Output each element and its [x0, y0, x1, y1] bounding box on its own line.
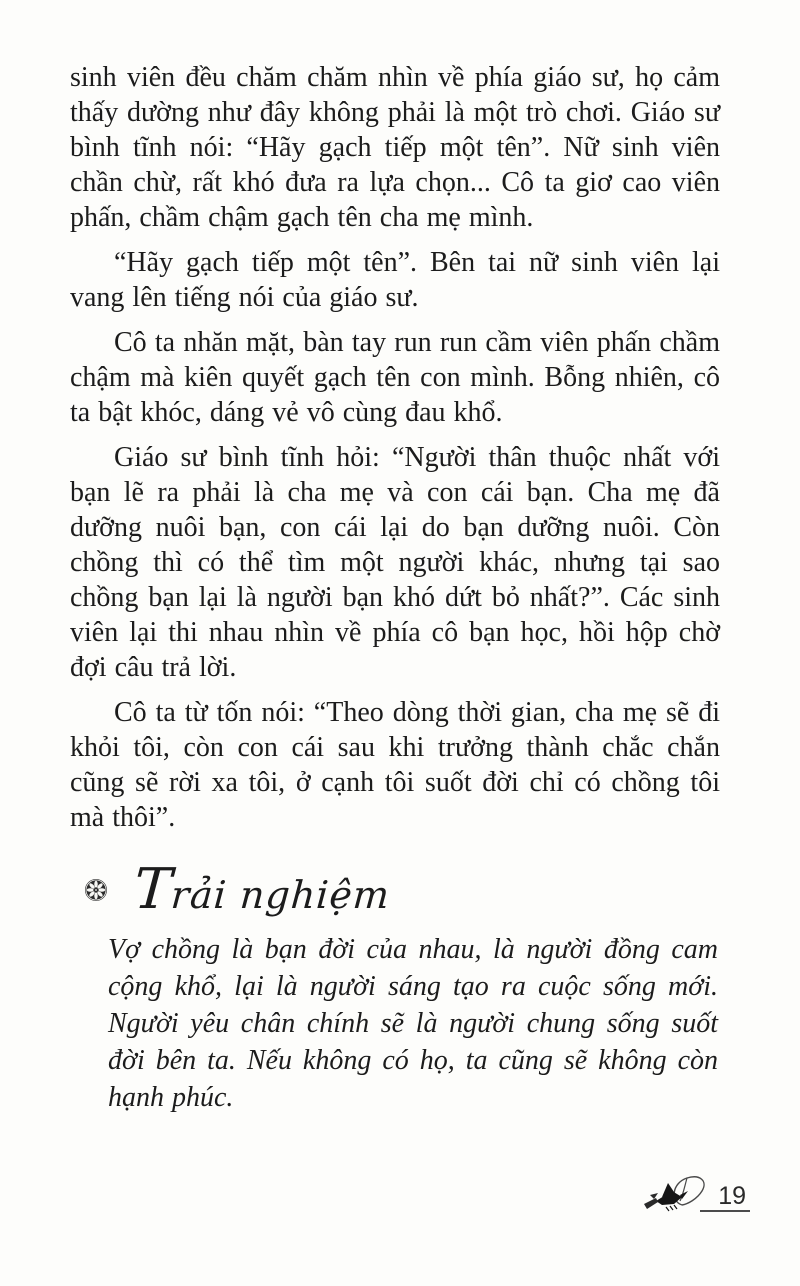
section-title: Trải nghiệm	[131, 857, 392, 922]
page-footer	[642, 1171, 750, 1212]
section-quote: Vợ chồng là bạn đời của nhau, là người đồng cam cộng khổ, lại là người sáng tạo ra cuộc sống mới. Người yêu chân chính sẽ là người chung sống suốt đời bên ta. Nếu không có họ, ta cũng sẽ không còn hạnh phúc.	[108, 933, 718, 1113]
paragraph: Cô ta từ tốn nói: “Theo dòng thời gian, cha mẹ sẽ đi khỏi tôi, còn con cái sau khi trưởng thành chắc chắn cũng sẽ rời xa tôi, ở cạnh tôi suốt đời chỉ có chồng tôi mà thôi”.	[70, 697, 720, 833]
page-number: 19	[718, 1182, 746, 1210]
paragraph: sinh viên đều chăm chăm nhìn về phía giáo sư, họ cảm thấy dường như đây không phải là một trò chơi. Giáo sư bình tĩnh nói: “Hãy gạch tiếp một tên”. Nữ sinh viên chần chừ, rất khó đưa ra lựa chọn... Cô ta giơ cao viên phấn, chầm chậm gạch tên cha mẹ mình.	[70, 62, 720, 233]
paragraph: Cô ta nhăn mặt, bàn tay run run cầm viên phấn chầm chậm mà kiên quyết gạch tên con mình. Bỗng nhiên, cô ta bật khóc, dáng vẻ vô cùng đau khổ.	[70, 327, 720, 428]
paragraph: “Hãy gạch tiếp một tên”. Bên tai nữ sinh viên lại vang lên tiếng nói của giáo sư.	[70, 247, 720, 313]
page-number-underline	[700, 1183, 750, 1212]
page-body-text	[70, 60, 720, 1116]
flower-rosette-icon	[84, 878, 108, 902]
section-header	[84, 859, 720, 921]
paragraph: Giáo sư bình tĩnh hỏi: “Người thân thuộc nhất với bạn lẽ ra phải là cha mẹ và con cái bạn. Cha mẹ đã dưỡng nuôi bạn, con cái lại do bạn dưỡng nuôi. Còn chồng thì có thể tìm một người khác, nhưng tại sao chồng bạn lại là người bạn khó dứt bỏ nhất?”. Các sinh viên lại thi nhau nhìn về phía cô bạn học, hồi hộp chờ đợi câu trả lời.	[70, 442, 720, 683]
